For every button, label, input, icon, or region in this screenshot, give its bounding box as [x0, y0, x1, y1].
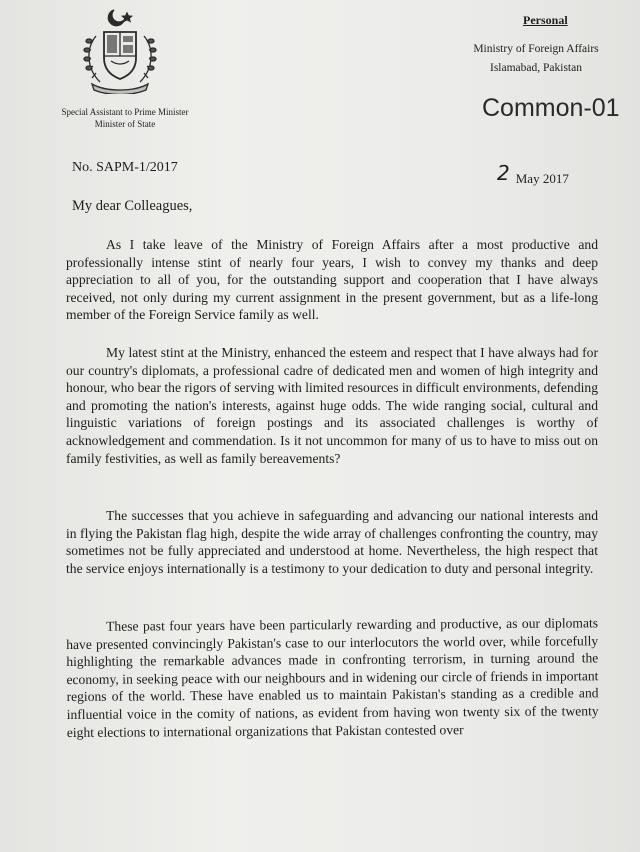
ministry-name: Ministry of Foreign Affairs — [473, 43, 599, 55]
ministry-city: Islamabad, Pakistan — [490, 62, 582, 74]
ministry-address — [446, 40, 626, 78]
body-paragraph: The successes that you achieve in safeguarding and advancing our national interests and in flying the Pakistan flag high, despite the wide array of challenges confronting the country, may sometimes not be fully appreciated and understood at home. Nevertheless, the high respect that the service enjoys internationally is a testimony to your dedication to duty and personal integrity. — [66, 508, 598, 576]
designation-line: Special Assistant to Prime Minister — [61, 107, 189, 117]
personal-marking: Personal — [523, 13, 568, 27]
state-emblem-icon — [78, 6, 162, 94]
date-month-year: May 2017 — [515, 171, 569, 186]
designation-line: Minister of State — [94, 119, 156, 129]
sender-designation — [40, 106, 210, 130]
salutation: My dear Colleagues, — [72, 198, 193, 214]
body-paragraph: These past four years have been particularly rewarding and productive, as our diplomats have presented convincingly Pakistan's case to our interlocutors the world over, while forcefully highlighting the remarkable advances made in confronting terrorism, in turning around the economy, in seeking peace with our neighbours and in widening our circle of friends in important regions of the world. These have enabled us to maintain Pakistan's standing as a credible and influential voice in the comity of nations, as evident from having won twenty six of the twenty eight elections to international organizations that Pakistan contested over — [66, 615, 599, 740]
letter-date — [497, 161, 569, 188]
common-stamp: Common-01 — [482, 94, 620, 122]
date-day-handwritten: 2 — [497, 161, 510, 185]
body-paragraph: As I take leave of the Ministry of Foreign Affairs after a most productive and professionally intense stint of nearly four years, I wish to convey my thanks and deep appreciation to all of you, for the outstanding support and cooperation that I have always received, not only during my current assignment in the present government, but as a life-long member of the Foreign Service family as well. — [66, 237, 598, 323]
body-paragraph: My latest stint at the Ministry, enhanced the esteem and respect that I have always had for our country's diplomats, a professional cadre of dedicated men and women of high integrity and honour, who bear the rigors of serving with limited resources in difficult environments, defending and promoting the nation's interests, against huge odds. The wide ranging social, cultural and linguistic variations of foreign postings and its associated challenges is worthy of acknowledgement and commendation. Is it not uncommon for many of us to have to miss out on family festivities, as well as family bereavements? — [66, 345, 598, 466]
reference-number: No. SAPM-1/2017 — [72, 160, 178, 175]
